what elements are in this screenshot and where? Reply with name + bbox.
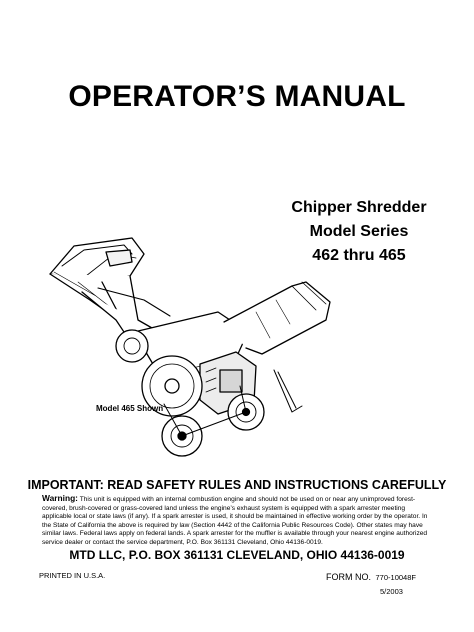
warning-text: This unit is equipped with an internal combustion engine and should not be used on or near any unimproved forest-covered, brush-covered or grass-covered land unless the engine’s exhaust system is equipped with a spark arrester meeting applicable local or state laws (if any). If a spark arrester is used, it should be maintained in effective working order by the operator. In the State of California the above is required by law (Section 4442 of the California Public Resources Code). Other states may have similar laws. Federal laws apply on federal lands. A spark arrester for the muffler is available through your nearest engine authorized service dealer or contact the service department, P.O. Box 361131 Cleveland, Ohio 44136-0019. (42, 496, 428, 546)
printed-in: PRINTED IN U.S.A. (39, 571, 106, 580)
form-label: FORM NO. (326, 572, 371, 582)
warning-paragraph (42, 494, 434, 548)
print-date: 5/2003 (380, 587, 403, 596)
chipper-shredder-illustration (40, 236, 340, 472)
company-address: MTD LLC, P.O. BOX 361131 CLEVELAND, OHIO 44136-0019 (69, 548, 405, 562)
product-range: 462 thru 465 (312, 247, 406, 264)
product-name: Chipper Shredder (291, 199, 427, 216)
important-heading: IMPORTANT: READ SAFETY RULES AND INSTRUCTIONS CAREFULLY (27, 478, 447, 492)
form-number: 770-10048F (375, 573, 416, 582)
product-series: Model Series (309, 223, 409, 240)
illustration-caption: Model 465 Shown (96, 404, 164, 413)
manual-title: OPERATOR’S MANUAL (68, 80, 406, 113)
warning-label: Warning: (42, 493, 78, 503)
form-number-line (326, 572, 416, 582)
